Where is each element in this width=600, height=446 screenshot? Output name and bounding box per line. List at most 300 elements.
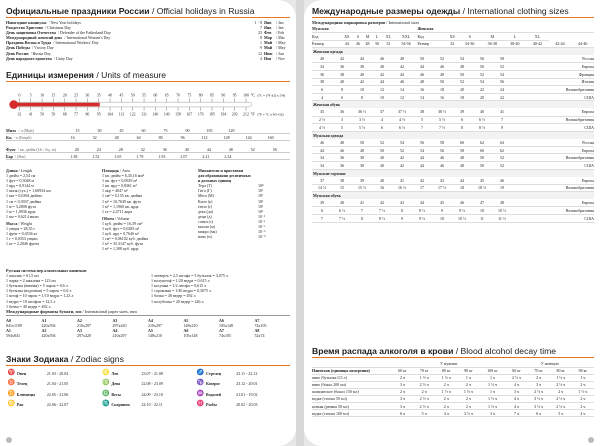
- unit-label: Миль: [6, 128, 17, 133]
- size-cell: 50: [472, 162, 492, 170]
- unit-row: [6, 134, 290, 141]
- size-cell: 42: [372, 199, 392, 207]
- size-cell: 56: [432, 146, 452, 154]
- clothing-row: [312, 55, 594, 63]
- holiday-row: [6, 56, 290, 61]
- zodiac-name: Стрелец: [206, 370, 222, 376]
- alcohol-decay-table: [312, 360, 594, 417]
- unit-value: 75: [163, 128, 168, 133]
- size-cell: 52: [392, 146, 412, 154]
- clothing-table: [312, 199, 594, 222]
- time-cell: 2 ч: [572, 395, 594, 402]
- size-cell: 19: [492, 184, 512, 192]
- size-cell: 42: [352, 78, 372, 86]
- size-cell: 50: [412, 55, 432, 63]
- men-group: У мужчин: [392, 360, 505, 367]
- drink-name: водка (стопка 100 мл): [312, 410, 392, 417]
- size-cell: 11 ½: [492, 214, 512, 222]
- prefix-value: 10¹: [258, 208, 264, 214]
- zodiac-icon: ♐: [196, 369, 205, 376]
- drinks-label: Напитков (единицы измерения): [312, 367, 392, 374]
- size-cell: 14 ½: [312, 184, 332, 192]
- men-size: L: [372, 33, 382, 41]
- conversion-line: 1 м² = 1,1960 кв. ярда: [102, 203, 139, 209]
- size-cell: 42: [392, 154, 412, 162]
- paper-format: A7: [254, 317, 260, 323]
- unit-value: 128: [223, 135, 230, 140]
- size-cell: 8: [452, 124, 472, 132]
- fahrenheit-label: 104: [107, 112, 113, 117]
- size-cell: 46: [332, 146, 352, 154]
- zodiac-table: [6, 368, 290, 410]
- size-cell: 46: [372, 55, 392, 63]
- size-cell: 16: [372, 184, 392, 192]
- men-size: 44: [341, 40, 353, 48]
- size-cell: 37 ½: [392, 108, 412, 116]
- units-section: [6, 70, 290, 84]
- size-cell: 6 ½: [392, 124, 412, 132]
- conversion-line: 1 куб. фут = 0,0283 м³: [102, 226, 140, 232]
- size-cell: 42: [372, 71, 392, 79]
- holiday-name-en: / International Workers' Day: [53, 40, 99, 46]
- size-cell: 37: [312, 177, 332, 185]
- size-cell: 16: [412, 86, 432, 94]
- holiday-days: 4: [260, 55, 262, 61]
- unit-label-en: / ч (Kmph): [13, 135, 32, 140]
- size-cell: 62: [472, 139, 492, 147]
- paper-size-row: [6, 333, 290, 338]
- country-label: Европа: [512, 108, 594, 116]
- binding-hole: [588, 437, 594, 443]
- clothing-row: [312, 63, 594, 71]
- area-heading: Площадь / Area: [102, 168, 130, 173]
- size-cell: 40: [332, 199, 352, 207]
- prefix-value: 10⁻³: [258, 224, 266, 230]
- unit-value: 160: [267, 135, 274, 140]
- time-cell: 2 ½ ч: [413, 395, 435, 402]
- time-cell: 3 ч: [392, 395, 413, 402]
- clothing-row: [312, 162, 594, 170]
- formula-f: (°F = °C x 9/5+32): [257, 112, 284, 117]
- size-cell: 60: [452, 139, 472, 147]
- time-cell: 2 ч: [457, 395, 479, 402]
- time-cell: 3 ч: [392, 381, 413, 388]
- intl-row: [312, 40, 594, 48]
- holiday-month: Май: [264, 40, 273, 46]
- paper-format: A7: [219, 328, 224, 333]
- zodiac-dates: 24.10 - 22.11: [141, 402, 163, 408]
- zodiac-title: Знаки Зодиака / Zodiac signs: [6, 354, 124, 364]
- time-cell: 3 ½ ч: [528, 395, 550, 402]
- celsius-unit: °C: [250, 93, 255, 98]
- conversion-line: 1 фунт = 0,4536 кг: [6, 231, 38, 237]
- country-label: США: [512, 214, 594, 222]
- holiday-name: День России: [6, 50, 29, 56]
- time-cell: 2 ч: [392, 374, 413, 381]
- size-cell: 7 ½: [332, 214, 352, 222]
- zodiac-name: Рыбы: [206, 402, 217, 408]
- holiday-name: Новогодние каникулы: [6, 20, 47, 25]
- holiday-name: Рождество Христово: [6, 25, 44, 31]
- conversion-line: 1 га = 2,4711 акра: [102, 208, 133, 214]
- conversion-line: 1 м³ = 1,308 куб. ярда: [102, 246, 139, 252]
- unit-value: 32: [92, 135, 97, 140]
- time-cell: 3 ч: [505, 388, 527, 395]
- unit-value: 60: [141, 128, 146, 133]
- country-label: Европа: [512, 177, 594, 185]
- size-cell: 50: [472, 154, 492, 162]
- unit-row: [6, 153, 290, 160]
- unit-value: 144: [245, 135, 252, 140]
- conversion-line: 1 фут = 0,3048 м: [6, 178, 35, 184]
- size-cell: 41: [392, 177, 412, 185]
- unit-value: 40: [184, 147, 189, 152]
- time-cell: 1 ч: [457, 374, 479, 381]
- volume-list: [102, 221, 192, 252]
- celsius-label: 15: [51, 93, 56, 98]
- speed-rows: [6, 127, 290, 141]
- zodiac-dates: 20.02 - 20.03: [236, 402, 258, 408]
- alc-row: [312, 410, 594, 417]
- size-cell: 44: [412, 63, 432, 71]
- prefix-name: Мега (М): [198, 193, 214, 199]
- size-cell: 45: [472, 177, 492, 185]
- celsius-label: 60: [153, 93, 158, 98]
- prefix-row: [198, 234, 288, 239]
- zodiac-icon: ♈: [7, 369, 16, 376]
- clothing-subheading: Мужская обувь: [312, 192, 594, 199]
- men-size: XL: [382, 33, 395, 41]
- size-cell: 18: [432, 86, 452, 94]
- country-label: Европа: [512, 63, 594, 71]
- fahrenheit-label: 158: [175, 112, 181, 117]
- size-cell: 46: [312, 139, 332, 147]
- size-cell: 54: [392, 139, 412, 147]
- zodiac-dates: 22.06 - 22.07: [46, 402, 69, 408]
- zodiac-name: Лев: [111, 370, 119, 376]
- time-cell: 3 ч: [479, 410, 505, 417]
- size-cell: 6 ½: [332, 207, 352, 215]
- size-cell: 5 ½: [352, 124, 372, 132]
- conversion-line: 1 шкалик = 61,5 мл: [6, 273, 39, 279]
- size-cell: 8 ½: [472, 124, 492, 132]
- size-cell: 18: [452, 93, 472, 101]
- size-cell: 42: [392, 162, 412, 170]
- alc-weight-row: [312, 367, 594, 374]
- intl-sizes-table: [312, 25, 594, 48]
- women-size: S: [458, 33, 481, 41]
- celsius-label: 0: [18, 93, 21, 98]
- country-label: США: [512, 162, 594, 170]
- women-size: XS: [446, 33, 458, 41]
- size-cell: 16 ½: [392, 184, 412, 192]
- prefix-value: 10⁻⁶: [258, 229, 266, 235]
- drink-name: коньяк (рюмка 50 мл): [312, 403, 392, 410]
- unit-value: 105: [206, 128, 213, 133]
- paper-size: 420x594: [41, 333, 56, 339]
- size-cell: 58: [492, 55, 512, 63]
- right-page: [304, 0, 600, 446]
- size-cell: 48: [452, 154, 472, 162]
- celsius-label: 40: [108, 93, 112, 98]
- size-cell: 47: [472, 199, 492, 207]
- unit-value: 2.21: [202, 154, 210, 159]
- paper-size: 210x297: [148, 322, 162, 328]
- alc-row: [312, 388, 594, 395]
- weight-cell: 70 кг: [413, 367, 435, 374]
- size-cell: 38: [312, 78, 332, 86]
- time-cell: 2 ч: [528, 374, 550, 381]
- prefix-value: 10⁻⁹: [258, 234, 266, 240]
- size-cell: 52: [492, 162, 512, 170]
- holiday-name: День Победы: [6, 45, 30, 51]
- weight-cell: 100 кг: [479, 367, 505, 374]
- country-label: США: [512, 93, 594, 101]
- size-cell: 44: [392, 71, 412, 79]
- zodiac-name: Козерог: [206, 381, 221, 387]
- size-cell: 41: [492, 108, 512, 116]
- size-cell: 44: [412, 162, 432, 170]
- zodiac-name: Овен: [16, 370, 27, 376]
- holiday-days: 1 - 8: [254, 20, 262, 25]
- celsius-label: 80: [198, 93, 203, 98]
- time-cell: 2 ½ ч: [413, 403, 435, 410]
- clothing-row: [312, 93, 594, 101]
- holiday-month: Янв: [264, 20, 272, 25]
- conversion-line: 1 м = 1,0936 ярда: [6, 208, 36, 214]
- size-cell: 64: [492, 139, 512, 147]
- size-cell: 39: [312, 199, 332, 207]
- size-cell: 10: [372, 93, 392, 101]
- conversion-line: 1 ведро = 10 штофов = 12,3 л: [6, 298, 56, 304]
- intl-row-label: Код: [417, 33, 446, 41]
- size-cell: 22: [472, 86, 492, 94]
- thermometer-scale: [6, 88, 294, 124]
- holiday-days: 7: [260, 25, 262, 31]
- zodiac-icon: ♓: [196, 401, 205, 408]
- celsius-label: 100: [243, 93, 249, 98]
- clothing-subheading: Мужские сорочки: [312, 170, 594, 177]
- size-cell: 52: [432, 55, 452, 63]
- conversion-line: 1 куб. ярд = 0,7646 м³: [102, 231, 139, 237]
- holiday-name-en: / Victory Day: [31, 45, 54, 51]
- divider: [6, 81, 290, 82]
- time-cell: 5 ч: [550, 410, 572, 417]
- conversion-line: 1 ярд = 0,9144 м: [6, 183, 34, 189]
- prefix-name: Кило (к): [198, 198, 213, 204]
- size-cell: 5: [412, 116, 432, 124]
- area-list: [102, 173, 192, 214]
- zodiac-dates: 22.05 - 21.06: [46, 391, 69, 397]
- unit-value: 120: [228, 128, 235, 133]
- conversion-line: 1 кв. фут = 0,0929 м²: [102, 178, 138, 184]
- zodiac-name: Рак: [16, 402, 24, 408]
- time-cell: 2 ½ ч: [550, 395, 572, 402]
- zodiac-dates: 23.12 - 20.01: [236, 381, 258, 387]
- women-size: 44-46: [571, 40, 594, 48]
- fahrenheit-label: 68: [62, 112, 67, 117]
- zodiac-icon: ♍: [102, 380, 110, 387]
- intl-row-label: Размер: [417, 40, 446, 48]
- fahrenheit-label: 59: [51, 112, 56, 117]
- paper-format: A2: [77, 317, 82, 323]
- women-size: XL: [526, 33, 549, 41]
- conversion-line: 1 мм = 0,0394 дюйма: [6, 193, 42, 199]
- size-cell: 8: [352, 214, 372, 222]
- paper-format: A4: [148, 317, 153, 323]
- divider: [6, 17, 290, 18]
- clothing-subheading: Мужская одежда: [312, 132, 594, 139]
- prefix-name: нано (н): [198, 234, 212, 240]
- conversion-line: 1 штоф = 10 чарок = 1/10 ведра = 1,23 л: [6, 293, 74, 299]
- holiday-name-en: / New Year holidays: [48, 20, 81, 25]
- prefix-name: дека (да): [198, 208, 213, 214]
- holiday-month: Мар: [264, 35, 272, 41]
- men-size: 48: [363, 40, 373, 48]
- prefix-name: микро (мк): [198, 229, 217, 235]
- country-label: Великобритания: [512, 207, 594, 215]
- size-cell: 34: [312, 154, 332, 162]
- size-cell: 44: [312, 146, 332, 154]
- paper-size: 105x148: [183, 333, 198, 339]
- size-cell: 16: [432, 93, 452, 101]
- clothing-tables: [312, 48, 594, 222]
- zodiac-dates: 21.04 - 21.05: [46, 381, 69, 387]
- size-cell: 7: [412, 124, 432, 132]
- clothing-row: [312, 214, 594, 222]
- country-label: Великобритания: [512, 184, 594, 192]
- size-cell: 44: [452, 177, 472, 185]
- celsius-label: 85: [210, 93, 214, 98]
- paper-format: A2: [41, 328, 47, 333]
- conversion-line: 1 чарка = 2 шкалика = 123 мл: [6, 278, 57, 284]
- weight-cell: 90 кг: [457, 367, 479, 374]
- size-cell: 54: [492, 71, 512, 79]
- size-cell: 46: [452, 199, 472, 207]
- zodiac-icon: ♋: [7, 401, 16, 408]
- time-cell: 2 ч: [457, 403, 479, 410]
- size-cell: 40: [312, 55, 332, 63]
- mass-list: [6, 226, 96, 246]
- men-size: 54-56: [395, 40, 418, 48]
- size-cell: 52: [372, 139, 392, 147]
- zodiac-dates: 21.03 - 20.04: [46, 370, 69, 376]
- zodiac-icon: ♑: [196, 380, 205, 387]
- fahrenheit-label: 50: [40, 112, 45, 117]
- alc-row: [312, 381, 594, 388]
- clothing-row: [312, 199, 594, 207]
- intl-header-row: [312, 25, 594, 33]
- size-cell: 50: [452, 71, 472, 79]
- time-cell: 2 ½ ч: [413, 381, 435, 388]
- unit-value: 2.34: [224, 154, 232, 159]
- clothing-section: [312, 6, 594, 223]
- fahrenheit-label: 176: [197, 112, 204, 117]
- conversion-line: 1 бутылка (водочная) = 5 чарок = 0,6 л: [6, 288, 72, 294]
- zodiac-name: Водолей: [206, 391, 221, 397]
- prefix-value: 10⁹: [258, 188, 264, 194]
- celsius-label: 50: [130, 93, 135, 98]
- clothing-row: [312, 184, 594, 192]
- paper-format: A0: [6, 317, 11, 323]
- left-page: [0, 0, 296, 446]
- binding-hole: [6, 437, 12, 443]
- size-cell: 54: [472, 78, 492, 86]
- unit-value: 1.93: [158, 154, 166, 159]
- size-cell: 40: [472, 108, 492, 116]
- zodiac-dates: 23.11 - 22.12: [236, 370, 258, 376]
- time-cell: 1 ½ ч: [479, 381, 505, 388]
- conversion-line: 1 кг = 2,2046 фунта: [6, 241, 40, 247]
- holidays-title: Официальные праздники России / Official holidays in Russia: [6, 6, 255, 16]
- size-cell: 46: [432, 162, 452, 170]
- unit-value: 112: [201, 135, 208, 140]
- fahrenheit-label: 140: [152, 112, 159, 117]
- size-cell: 38: [332, 71, 352, 79]
- conversion-line: 1 см² = 0,155 кв. дюйма: [102, 193, 143, 199]
- paper-size: 210x297: [112, 333, 127, 339]
- country-label: Великобритания: [512, 154, 594, 162]
- paper-size: 297x420: [77, 333, 91, 339]
- holiday-month-en: / Jan: [276, 25, 284, 31]
- women-group: У женщин: [505, 360, 594, 367]
- time-cell: 1 ч: [479, 388, 505, 395]
- size-cell: 52: [452, 78, 472, 86]
- time-cell: 2 ч: [457, 381, 479, 388]
- holiday-name-en: / Unity Day: [53, 55, 73, 61]
- zodiac-dates: 21.01 - 19.02: [236, 391, 258, 397]
- size-cell: 46: [492, 177, 512, 185]
- prefix-name: деци (д): [198, 213, 212, 219]
- drink-name: вино (бокал 200 мл): [312, 381, 392, 388]
- conversion-line: 1 м = 3,2808 фута: [6, 203, 36, 209]
- size-cell: 4 ½: [312, 124, 332, 132]
- size-cell: 40: [332, 78, 352, 86]
- clothing-row: [312, 177, 594, 185]
- zodiac-dates: 23.07 - 21.08: [141, 370, 163, 376]
- clothing-row: [312, 124, 594, 132]
- paper-size: 105x148: [219, 322, 233, 328]
- unit-value: 48: [228, 147, 233, 152]
- unit-value: 52: [250, 147, 255, 152]
- alcohol-decay-title: Время распада алкоголя в крови / Blood alcohol decay time: [312, 346, 557, 356]
- conversion-line: 1 кв. ярд = 0,8361 м²: [102, 183, 137, 189]
- women-label: Женская: [417, 25, 594, 33]
- time-cell: 1 ½ ч: [457, 388, 479, 395]
- paper-size: 74x105: [254, 322, 267, 328]
- size-cell: 40: [372, 177, 392, 185]
- size-cell: 9 ½: [412, 214, 432, 222]
- holiday-name-en: / Defender of the Fatherland Day: [57, 30, 111, 36]
- unit-label: Бар: [6, 154, 13, 159]
- fahrenheit-label: 131: [141, 112, 147, 117]
- conversion-line: 1 четверть = 2,5 штофа = 5 бутылок = 3,075 л: [151, 273, 228, 279]
- size-cell: 48: [332, 139, 352, 147]
- size-cell: 62: [492, 146, 512, 154]
- country-label: Франция: [512, 71, 594, 79]
- size-cell: 10 ½: [492, 207, 512, 215]
- paper-size: 420x594: [41, 322, 56, 328]
- men-size: M: [363, 33, 373, 41]
- time-cell: 1 ½ ч: [435, 388, 457, 395]
- conversion-line: 1 косушка = 1/2 штофа = 0,615 л: [151, 283, 207, 289]
- men-size: S: [353, 33, 363, 41]
- size-cell: 43: [432, 177, 452, 185]
- women-size: 38-40: [504, 40, 527, 48]
- size-cell: 50: [352, 139, 372, 147]
- zodiac-icon: ♎: [102, 390, 110, 397]
- paper-size: 594x841: [6, 333, 20, 339]
